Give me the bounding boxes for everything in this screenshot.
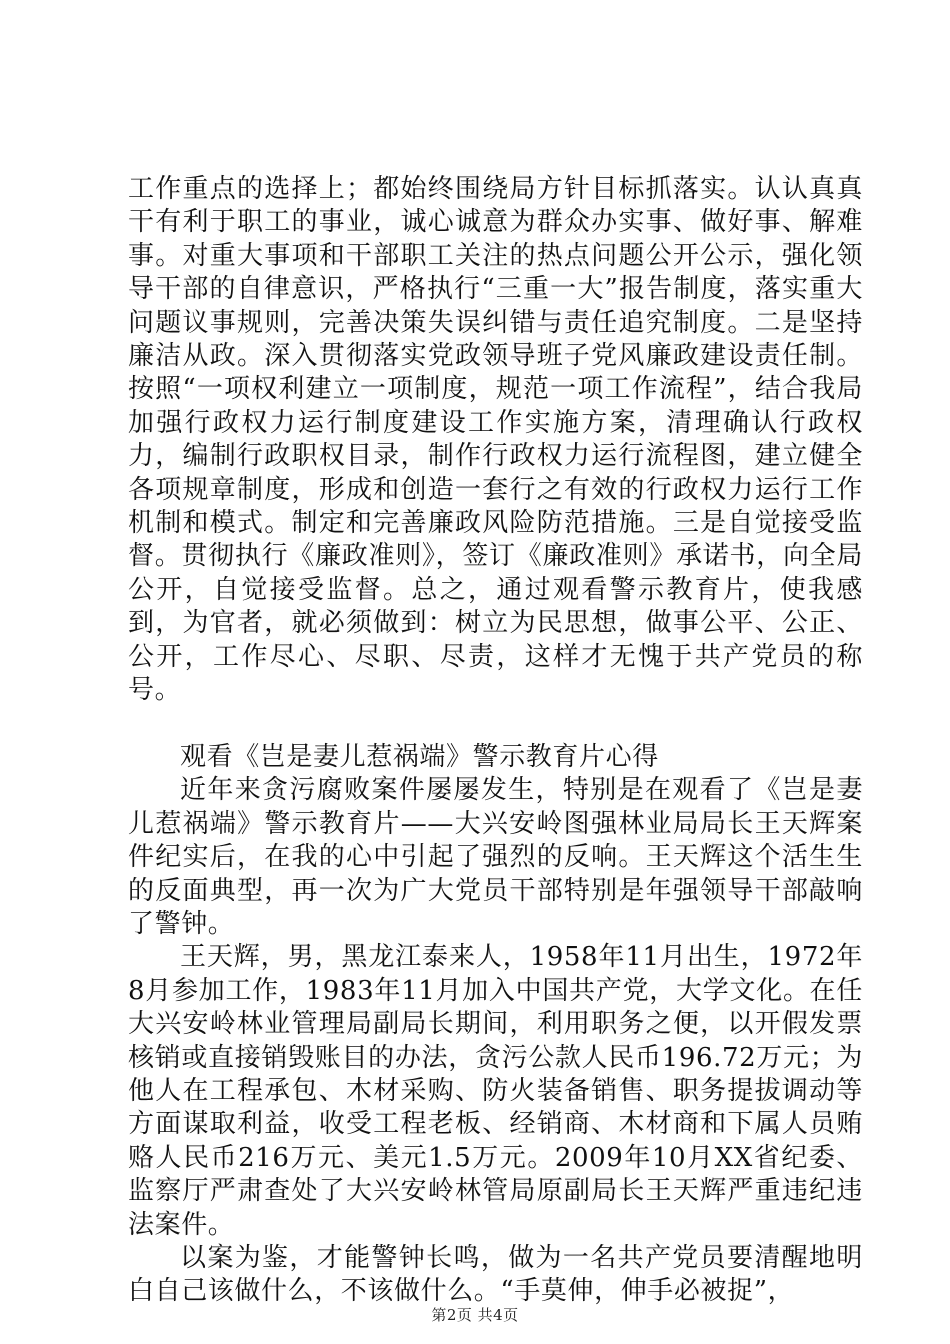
section-title: 观看《岂是妻儿惹祸端》警示教育片心得 [180,741,659,772]
paragraph-lesson: 以案为鉴，才能警钟长鸣，做为一名共产党员要清醒地明白自己该做什么，不该做什么。“手莫伸，伸手必被捉”， [128,1242,863,1307]
paragraph-case-facts: 王天辉，男，黑龙江泰来人，1958年11月出生，1972年8月参加工作，1983年11月加入中国共产党，大学文化。在任大兴安岭林业管理局副局长期间，利用职务之便，以开假发票核销或直接销毁账目的办法，贪污公款人民币196.72万元；为他人在工程承包、木材采购、防火装备销售、职务提拔调动等方面谋取利益，收受工程老板、经销商、木材商和下属人员贿赂人民币216万元、美元1.5万元。2009年10月XX省纪委、监察厅严肃查处了大兴安岭林管局原副局长王天辉严重违纪违法案件。 [128,942,863,1240]
paragraph-continuation: 工作重点的选择上；都始终围绕局方针目标抓落实。认认真真干有利于职工的事业，诚心诚意为群众办实事、做好事、解难事。对重大事项和干部职工关注的热点问题公开公示，强化领导干部的自律意识，严格执行“三重一大”报告制度，落实重大问题议事规则，完善决策失误纠错与责任追究制度。二是坚持廉洁从政。深入贯彻落实党政领导班子党风廉政建设责任制。按照“一项权利建立一项制度，规范一项工作流程”，结合我局加强行政权力运行制度建设工作实施方案，清理确认行政权力，编制行政职权目录，制作行政权力运行流程图，建立健全各项规章制度，形成和创造一套行之有效的行政权力运行工作机制和模式。制定和完善廉政风险防范措施。三是自觉接受监督。贯彻执行《廉政准则》，签订《廉政准则》承诺书，向全局公开，自觉接受监督。总之，通过观看警示教育片，使我感到，为官者，就必须做到：树立为民思想，做事公平、公正、公开，工作尽心、尽职、尽责，这样才无愧于共产党员的称号。 [128,174,863,706]
paragraph-intro: 近年来贪污腐败案件屡屡发生，特别是在观看了《岂是妻儿惹祸端》警示教育片——大兴安岭图强林业局局长王天辉案件纪实后，在我的心中引起了强烈的反响。王天辉这个活生生的反面典型，再一次为广大党员干部特别是年强领导干部敲响了警钟。 [128,775,863,939]
page-footer: 第2页 共4页 [431,1306,519,1324]
paragraph-gap [128,708,863,741]
document-body [128,173,863,1309]
